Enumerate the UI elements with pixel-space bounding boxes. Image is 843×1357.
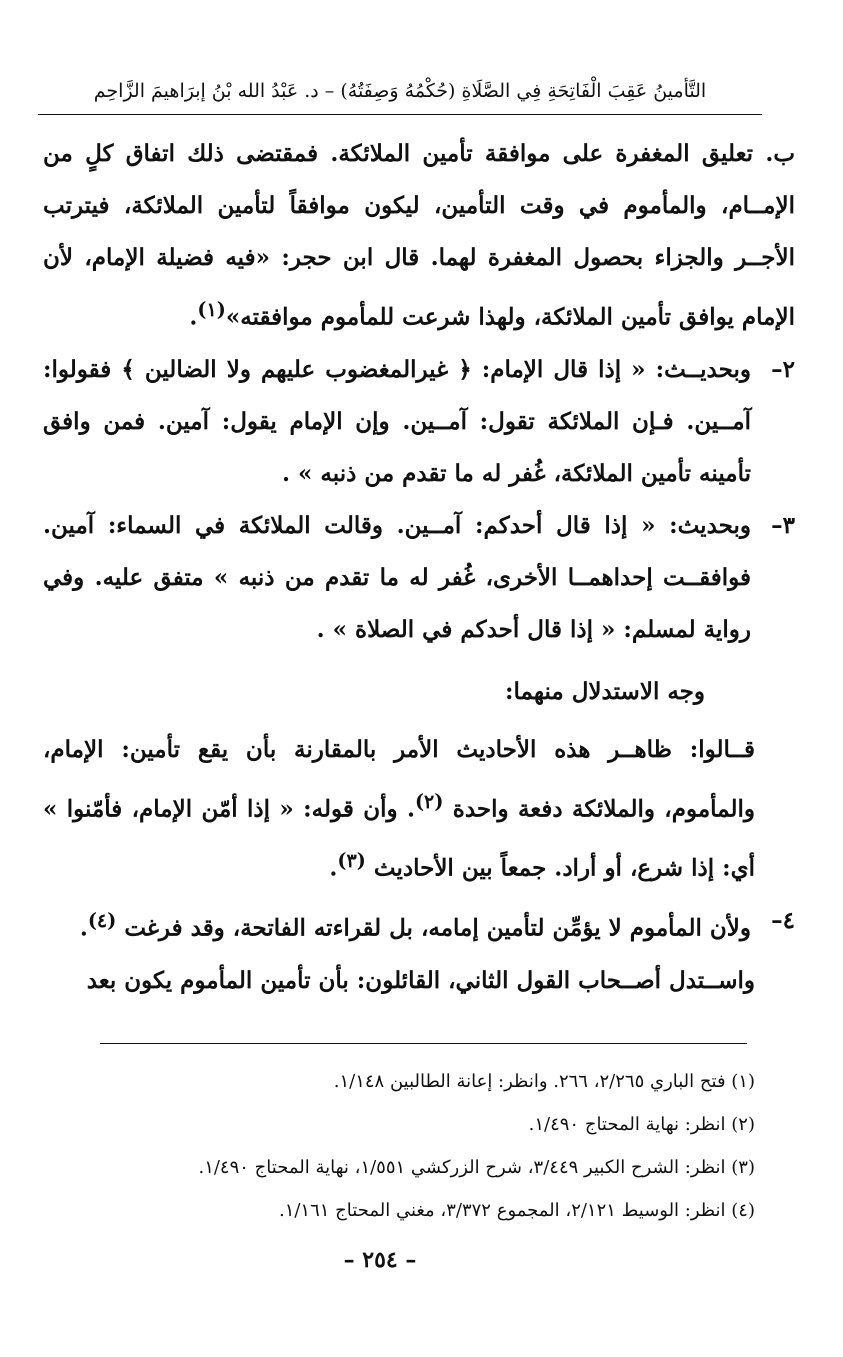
- last-line: واســتدل أصــحاب القول الثاني، القائلون: بأن تأمين المأموم يكون بعد: [86, 966, 755, 994]
- item-number-3: ٣–: [771, 511, 795, 539]
- item-2-text: وبحديــث: « إذا قال الإمام: ﴿ غيرالمغضوب عليهم ولا الضالين ﴾ فقولوا: آمــين. فـإن الملائكة تقول: آمــين. وإن الإمام يقول: آمين. فمن وافق تأمينه تأمين الملائكة، غُفر له ما تقدم من ذنبه » .: [43, 355, 751, 487]
- page-number: – ٢٥٤ –: [343, 1247, 417, 1273]
- footnote-rule: [100, 1043, 747, 1044]
- footnote-3: (٣) انظر: الشرح الكبير ٣/٤٤٩، شرح الزركشي ١/٥٥١، نهاية المحتاج ١/٤٩٠.: [198, 1157, 755, 1178]
- footnote-2: (٢) انظر: نهاية المحتاج ١/٤٩٠.: [528, 1114, 755, 1135]
- footnote-1: (١) فتح الباري ٢/٢٦٥، ٢٦٦. وانظر: إعانة الطالبين ١/١٤٨.: [333, 1071, 755, 1092]
- main-text: [43, 128, 795, 1007]
- footnote-4: (٤) انظر: الوسيط ٢/١٢١، المجموع ٣/٣٧٢، مغني المحتاج ١/١٦١.: [278, 1200, 755, 1221]
- paragraph-qalu-end: .: [329, 854, 338, 882]
- footnote-ref-2: (٢): [414, 789, 444, 813]
- paragraph-b: [43, 128, 795, 344]
- item-number-2: ٢–: [771, 355, 795, 383]
- paragraph-qalu: [43, 724, 795, 895]
- item-4-end: .: [79, 914, 88, 942]
- paragraph-qalu-text-2: . وأن قوله: « إذا أمّن الإمام، فأمّنوا » أي: إذا شرع، أو أراد. جمعاً بين الأحاديث: [43, 795, 755, 882]
- item-number-4: ٤–: [771, 906, 795, 934]
- paragraph-b-text: تعليق المغفرة على موافقة تأمين الملائكة. فمقتضى ذلك اتفاق كلٍ من الإمــام، والمأموم في وقت التأمين، ليكون موافقاً لتأمين الملائكة، فيترتب الأجــر والجزاء بحصول المغفرة لهما. قال ابن حجر: «فيه فضيلة الإمام، لأن الإمام يوافق تأمين الملائكة، ولهذا شرعت للمأموم موافقته»: [43, 140, 795, 331]
- section-heading: وجه الاستدلال منهما:: [505, 677, 705, 705]
- footnote-ref-4: (٤): [87, 908, 117, 932]
- footnotes: [55, 1060, 755, 1232]
- running-header: التَّأمينُ عَقِبَ الْفَاتِحَةِ فِي الصَّلَاةِ (حُكْمُهُ وَصِفَتُهُ) – د. عَبْدُ الله بْنُ إبرَاهيمَ الزَّاحِم: [93, 80, 707, 102]
- footnote-ref-3: (٣): [337, 849, 366, 873]
- item-3: [43, 500, 795, 656]
- paragraph-qalu-text-1: قــالوا: ظاهــر هذه الأحاديث الأمر بالمقارنة بأن يقع تأمين: الإمام، والمأموم، والملائكة دفعة واحدة: [43, 735, 755, 823]
- item-4-text: ولأن المأموم لا يؤمِّن لتأمين إمامه، بل لقراءته الفاتحة، وقد فرغت: [124, 914, 751, 942]
- paragraph-b-end: .: [189, 303, 198, 331]
- footnote-ref-1: (١): [197, 298, 226, 321]
- item-3-text: وبحديث: « إذا قال أحدكم: آمــين. وقالت الملائكة في السماء: آمين. فوافقــت إحداهمــا الأخرى، غُفر له ما تقدم من ذنبه » متفق عليه. وفي رواية لمسلم: « إذا قال أحدكم في الصلاة » .: [43, 511, 751, 643]
- header-rule: [38, 114, 762, 115]
- item-2: [43, 344, 795, 500]
- point-label-b: ب.: [765, 140, 795, 167]
- item-4: [43, 895, 795, 955]
- item-4-content: [43, 895, 751, 955]
